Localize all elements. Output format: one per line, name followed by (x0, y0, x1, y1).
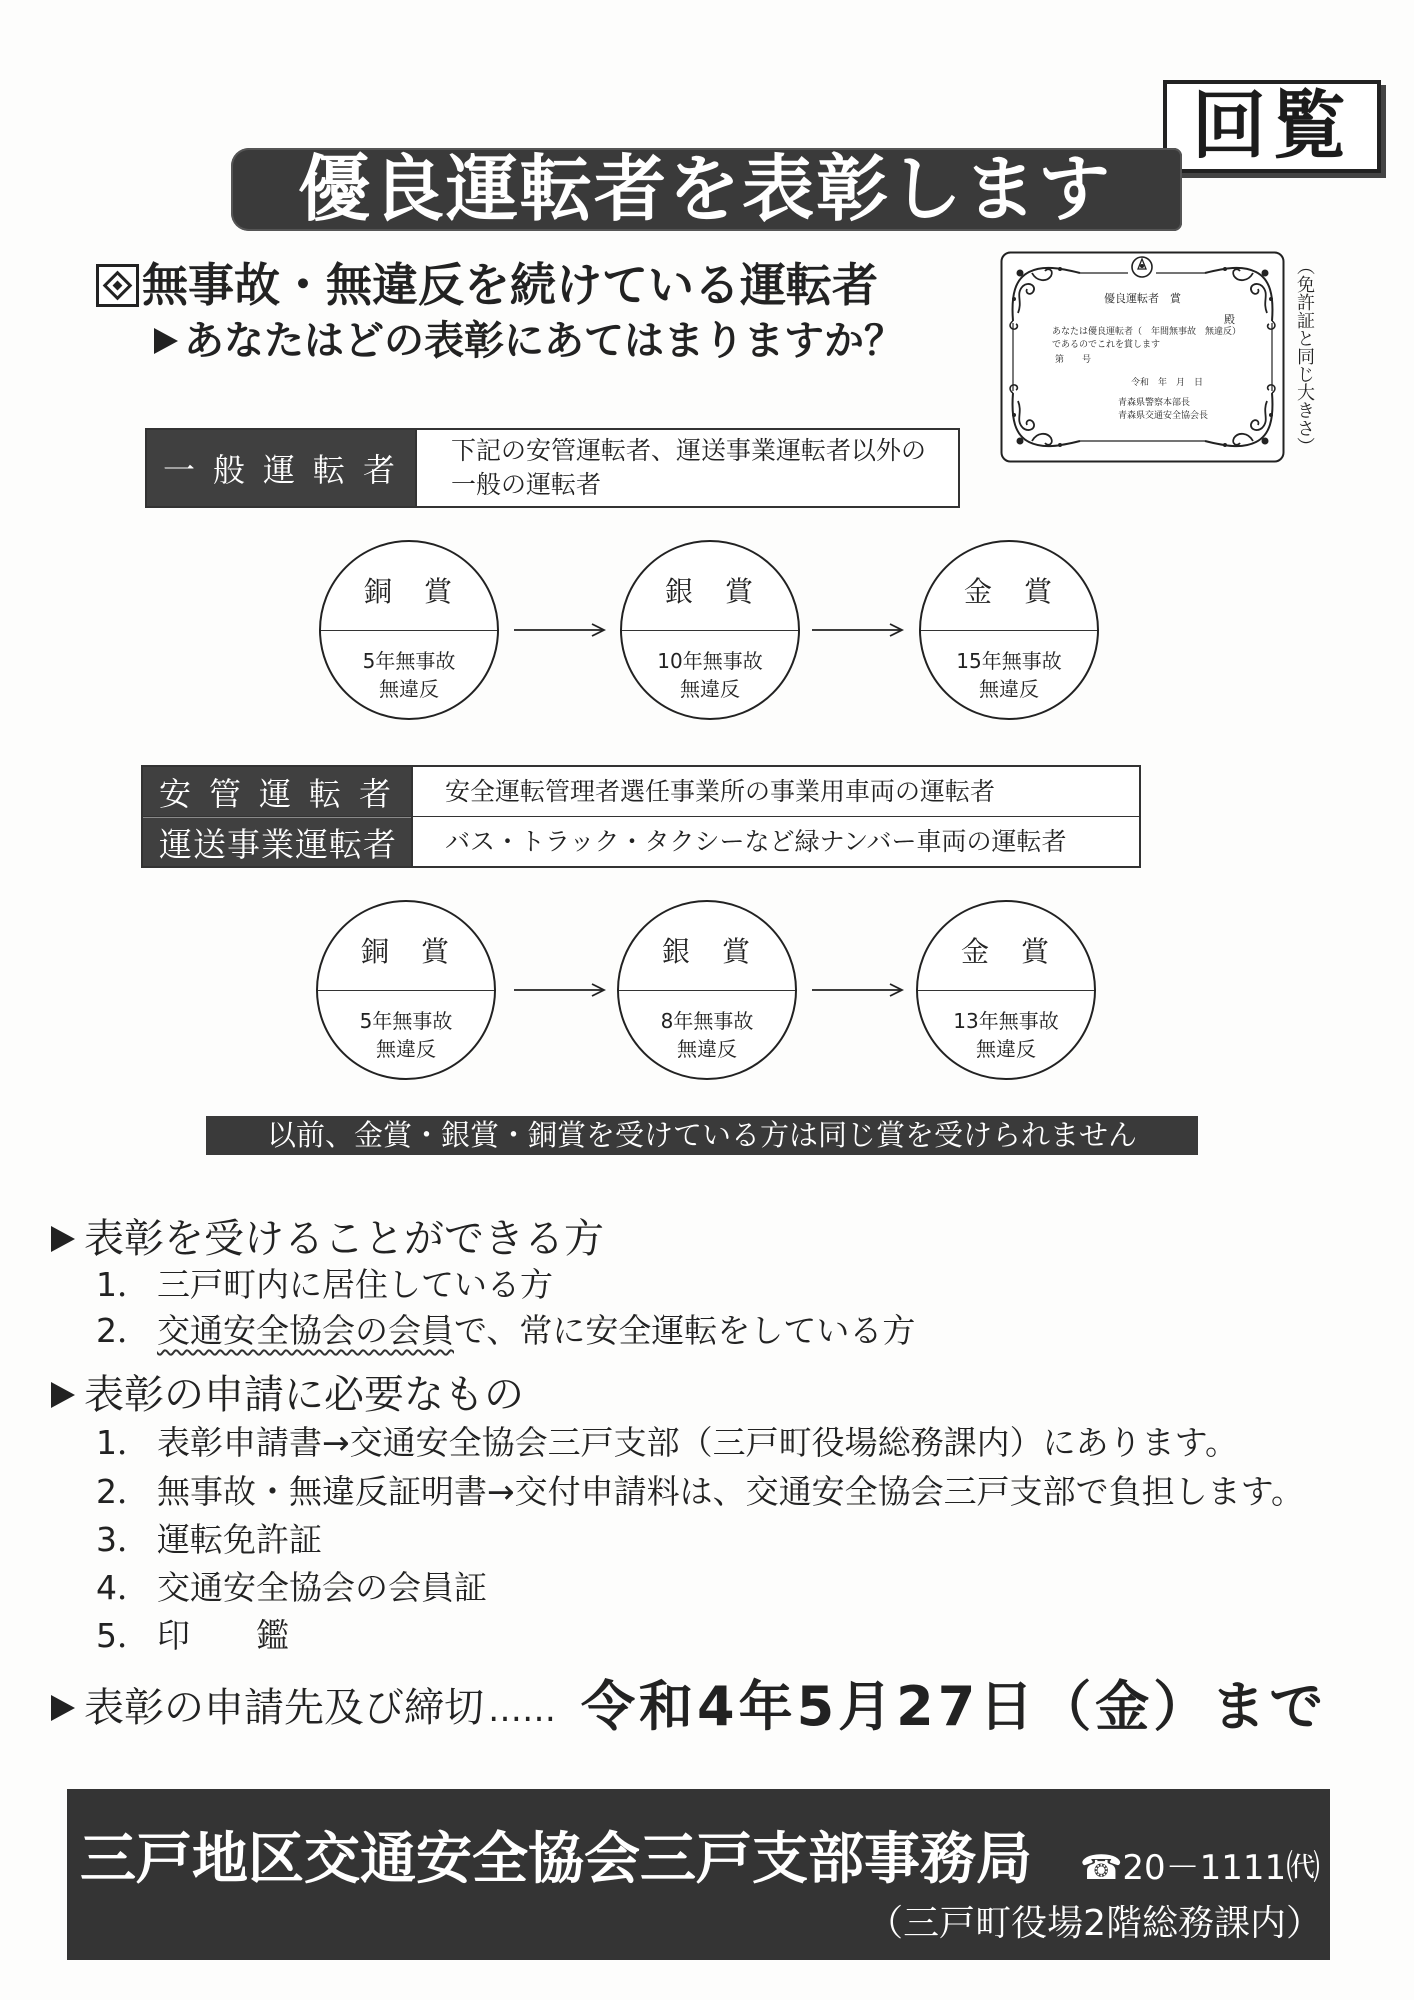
list-item: 表彰申請書→交通安全協会三戸支部（三戸町役場総務課内）にあります。 (157, 1423, 1239, 1462)
category-transport-description: バス・トラック・タクシーなど緑ナンバー車両の運転者 (411, 817, 1139, 866)
category-transport: 運送事業運転者 (143, 817, 411, 866)
award-gold-professional (916, 900, 1096, 1080)
certificate-line1: あなたは優良運転者（ 年間無事故 無違反） (1052, 327, 1242, 337)
award-divider (918, 990, 1094, 991)
requirements-heading: 表彰の申請に必要なもの (84, 1372, 524, 1418)
table-row (143, 767, 1139, 816)
deadline-leader-dots: …… (488, 1690, 556, 1730)
award-divider (921, 630, 1097, 631)
table-row (147, 430, 958, 506)
award-condition: 無違反 (376, 1037, 436, 1061)
office-phone (1080, 1848, 1320, 1888)
page-title: 優良運転者を表彰します (298, 147, 1113, 231)
certificate-honorific: 殿 (1224, 313, 1235, 326)
category-safety-manager: 安管運転者 (143, 767, 411, 816)
award-silver-professional (617, 900, 797, 1080)
list-item: 無事故・無違反証明書→交付申請料は、交通安全協会三戸支部で負担します。 (157, 1472, 1305, 1511)
award-bronze-general (319, 540, 499, 720)
right-arrow-icon (812, 620, 904, 640)
award-years: 15年無事故 (956, 649, 1062, 673)
office-banner (67, 1789, 1330, 1960)
professional-driver-table (141, 765, 1141, 868)
certificate-issuer-association: 青森県交通安全協会長 (1118, 411, 1209, 421)
list-item: 印 鑑 (157, 1616, 289, 1655)
phone-icon: ☎ (1080, 1848, 1123, 1888)
deadline-label: 表彰の申請先及び締切 (84, 1685, 484, 1731)
list-item-rest: で、常に安全運転をしている方 (454, 1311, 916, 1350)
deadline-date: 令和4年5月27日（金）まで (581, 1675, 1328, 1738)
award-name: 銀 賞 (661, 935, 752, 968)
emblem-icon (1132, 257, 1152, 277)
right-arrow-icon (514, 620, 606, 640)
list-item: 運転免許証 (157, 1520, 322, 1559)
award-bronze-professional (316, 900, 496, 1080)
list-number: 3． (96, 1520, 150, 1559)
certificate-heading: 優良運転者 賞 (1104, 292, 1181, 305)
triangle-bullet-icon (51, 1382, 75, 1408)
question: あなたはどの表彰にあてはまりますか？ (184, 318, 904, 364)
certificate-date: 令和 年 月 日 (1131, 378, 1204, 388)
award-gold-general (919, 540, 1099, 720)
award-silver-general (620, 540, 800, 720)
description-line: 一般の運転者 (451, 470, 602, 499)
award-divider (622, 630, 798, 631)
right-arrow-icon (514, 980, 606, 1000)
certificate-number: 第 号 (1055, 355, 1092, 365)
certificate-frame (1000, 251, 1285, 463)
diamond-square-icon (96, 264, 139, 307)
award-years: 10年無事故 (657, 649, 763, 673)
category-general-description (415, 430, 958, 506)
repeat-award-notice: 以前、金賞・銀賞・銅賞を受けている方は同じ賞を受けられません (206, 1116, 1198, 1155)
right-arrow-icon (812, 980, 904, 1000)
triangle-bullet-icon (154, 328, 178, 354)
award-condition: 無違反 (979, 677, 1039, 701)
award-name: 銀 賞 (664, 575, 755, 608)
award-years: 5年無事故 (362, 649, 456, 673)
list-number: 5． (96, 1616, 150, 1655)
award-name: 銅 賞 (360, 935, 451, 968)
table-row (143, 816, 1139, 866)
list-item: 三戸町内に居住している方 (157, 1265, 553, 1304)
award-divider (619, 990, 795, 991)
list-number: 1． (96, 1265, 150, 1304)
award-years: 5年無事故 (359, 1009, 453, 1033)
list-item (157, 1312, 915, 1350)
certificate-issuer-police: 青森県警察本部長 (1118, 398, 1191, 408)
office-name: 三戸地区交通安全協会三戸支部事務局 (80, 1827, 1032, 1892)
award-divider (318, 990, 494, 991)
list-number: 1． (96, 1423, 150, 1462)
general-driver-table (145, 428, 960, 508)
office-location: （三戸町役場2階総務課内） (867, 1903, 1322, 1944)
subtitle: 無事故・無違反を続けている運転者 (142, 258, 878, 312)
award-years: 13年無事故 (953, 1009, 1059, 1033)
award-condition: 無違反 (976, 1037, 1036, 1061)
triangle-bullet-icon (51, 1695, 75, 1721)
list-number: 2． (96, 1472, 150, 1511)
member-underlined-text: 交通安全協会の会員 (157, 1311, 454, 1350)
award-condition: 無違反 (379, 677, 439, 701)
phone-number: 20－1111㈹ (1122, 1848, 1321, 1888)
award-divider (321, 630, 497, 631)
list-number: 2． (96, 1311, 150, 1350)
award-condition: 無違反 (677, 1037, 737, 1061)
list-item: 交通安全協会の会員証 (157, 1568, 487, 1607)
award-condition: 無違反 (680, 677, 740, 701)
eligibility-heading: 表彰を受けることができる方 (84, 1216, 604, 1262)
award-name: 金 賞 (960, 935, 1051, 968)
award-name: 銅 賞 (363, 575, 454, 608)
certificate-line2: であるのでこれを賞します (1052, 340, 1161, 350)
award-name: 金 賞 (963, 575, 1054, 608)
award-years: 8年無事故 (660, 1009, 754, 1033)
triangle-bullet-icon (51, 1226, 75, 1252)
description-line: 下記の安管運転者、運送事業運転者以外の (451, 436, 927, 465)
list-number: 4． (96, 1568, 150, 1607)
circulation-stamp: 回覧 (1163, 80, 1381, 173)
category-general: 一般運転者 (147, 430, 415, 506)
certificate-sample (1000, 251, 1285, 463)
title-banner (231, 148, 1182, 231)
category-safety-manager-description: 安全運転管理者選任事業所の事業用車両の運転者 (411, 767, 1139, 816)
certificate-size-note: （免許証と同じ大きさ） (1294, 257, 1315, 455)
